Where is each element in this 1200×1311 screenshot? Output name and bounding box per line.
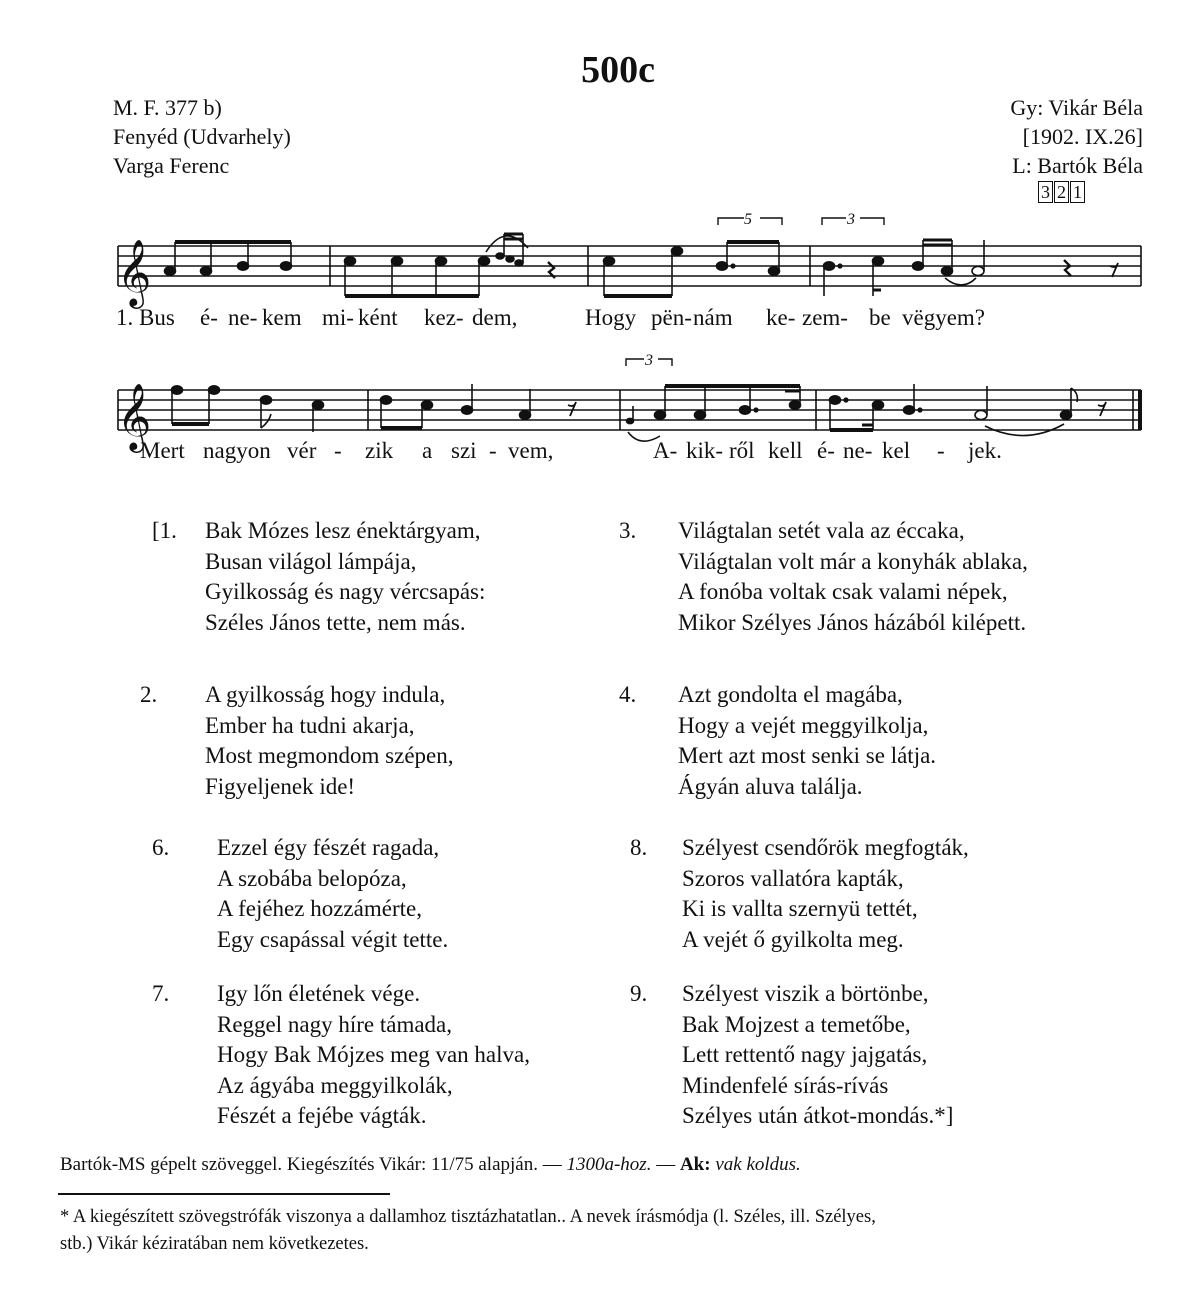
form-box: 1 (1070, 181, 1085, 203)
lyric-syllable: vér (287, 438, 317, 463)
lyric-syllable: mi- (322, 305, 354, 330)
verse-line: Világtalan setét vala az éccaka, (678, 518, 965, 543)
verse-line: Reggel nagy híre támada, (217, 1011, 453, 1037)
lyric-syllable: ne- (843, 438, 873, 463)
lyric-syllable: dem, (472, 305, 518, 330)
verse-line: Szoros vallatóra kapták, (682, 865, 904, 891)
lyric-syllable: ről (729, 438, 755, 463)
verse-number: 2. (140, 682, 158, 707)
lyric-syllable: 1. Bus (116, 305, 175, 330)
lyric-syllable: szi (451, 438, 477, 463)
verse-line: Mert azt most senki se látja. (678, 743, 937, 768)
lyric-syllable: A- (653, 438, 678, 463)
verse-3 (619, 516, 1028, 638)
verse-line: Hogy a vejét meggyilkolja, (678, 712, 929, 738)
lyric-syllable: nagyon (203, 438, 271, 463)
verse-4 (619, 680, 936, 802)
verse-line: Szélyes után átkot-mondás.*] (682, 1103, 954, 1128)
verse-line: Szélyest csendőrök megfogták, (682, 835, 969, 860)
verse-line: Ki is vallta szernyü tettét, (682, 896, 918, 921)
source-singer: Varga Ferenc (113, 153, 230, 178)
lyric-syllable: jek. (968, 438, 1002, 463)
verse-line: Fészét a fejébe vágták. (217, 1103, 427, 1128)
song-number-title: 500c (581, 49, 655, 91)
verse-line: Egy csapással végit tette. (217, 926, 449, 952)
verse-line: Mikor Szélyes János házából kilépett. (678, 609, 1027, 635)
verse-8 (630, 833, 969, 955)
verse-line: Ágyán aluva találja. (678, 773, 863, 799)
lyric-syllable: - (937, 438, 945, 463)
lyrics-line-1 (116, 305, 985, 330)
source-note-sep: — (651, 1154, 680, 1175)
tuplet-3-label: 3 (645, 352, 653, 369)
verse-1 (152, 516, 485, 638)
verse-line: Bak Mojzest a temetőbe, (682, 1011, 911, 1037)
verse-line: Szélyest viszik a börtönbe, (682, 981, 929, 1006)
lyric-syllable: - (334, 438, 342, 463)
lyric-syllable: pën- (651, 305, 692, 330)
footnote-divider (58, 1193, 390, 1195)
footnote-line: * A kiegészített szövegstrófák viszonya a dallamhoz tisztázhatatlan.. A nevek írásmódja (l. Széles, ill. Szélyes, (60, 1207, 876, 1227)
verse-number: 4. (619, 682, 637, 707)
footnote-line: stb.) Vikár kéziratában nem következetes. (60, 1234, 369, 1254)
verse-line: Most megmondom szépen, (205, 743, 454, 768)
treble-clef-icon: 𝄞 (117, 382, 152, 450)
verse-6 (152, 833, 448, 955)
source-place: Fenyéd (Udvarhely) (113, 124, 291, 149)
verse-number: 6. (152, 835, 170, 860)
lyric-syllable: kell (768, 438, 803, 463)
lyric-syllable: a (422, 438, 433, 463)
lyric-syllable: Hogy (585, 305, 637, 330)
verse-line: A fejéhez hozzámérte, (217, 896, 422, 921)
music-score (0, 0, 1200, 480)
verse-line: Világtalan volt már a konyhák ablaka, (678, 548, 1028, 574)
lyric-syllable: zik (365, 438, 394, 463)
verse-number: 3. (619, 518, 637, 543)
source-note (60, 1154, 801, 1176)
verse-line: Ezzel égy fészét ragada, (217, 835, 440, 860)
source-catalog: M. F. 377 b) (113, 95, 222, 120)
verse-line: Lett rettentő nagy jajgatás, (682, 1042, 928, 1067)
lyric-syllable: vëgyem? (902, 305, 986, 330)
form-box: 3 (1038, 181, 1053, 203)
lyric-syllable: kez- (424, 305, 464, 330)
verse-line: A gyilkosság hogy indula, (205, 682, 446, 707)
verse-line: Széles János tette, nem más. (205, 609, 466, 635)
lyric-syllable: Mert (140, 438, 185, 463)
verse-number: 9. (630, 981, 648, 1006)
lyric-syllable: be (869, 305, 891, 330)
verse-7 (152, 979, 530, 1132)
verse-9 (630, 979, 953, 1132)
tuplet-3-label: 3 (847, 211, 855, 228)
notes-line-2 (172, 384, 1107, 441)
source-note-text: Bartók-MS gépelt szöveggel. Kiegészítés Vikár: 11/75 alapján. — (60, 1154, 567, 1175)
verse-line: Az ágyába meggyilkolák, (217, 1072, 453, 1098)
verse-line: Mindenfelé sírás-rívás (682, 1072, 889, 1098)
verse-line: A szobába belopóza, (217, 865, 407, 891)
verse-line: Igy lőn életének vége. (217, 981, 421, 1006)
lyric-syllable: ne- (228, 305, 258, 330)
tuplet-brackets-1 (718, 218, 884, 225)
verse-line: Busan világol lámpája, (205, 548, 417, 574)
verse-line: A fonóba voltak csak valami népek, (678, 579, 1008, 604)
verse-line: Azt gondolta el magába, (678, 682, 903, 707)
lyric-syllable: kem (262, 305, 302, 330)
lyric-syllable: vem, (508, 438, 554, 463)
lyric-syllable: ke- (766, 305, 796, 330)
collection-date: [1902. IX.26] (1022, 124, 1143, 149)
lyric-syllable: kel (882, 438, 911, 463)
tuplet-5-label: 5 (744, 211, 752, 228)
source-note-ref: 1300a-hoz. (566, 1154, 652, 1175)
lyric-syllable: é- (817, 438, 835, 463)
staff-1 (118, 246, 1141, 286)
source-note-performer: vak koldus. (710, 1154, 801, 1175)
collector: Gy: Vikár Béla (1010, 95, 1143, 120)
verse-line: Ember ha tudni akarja, (205, 712, 415, 738)
verse-line: Bak Mózes lesz énektárgyam, (205, 518, 481, 543)
verse-line: A vejét ő gyilkolta meg. (682, 926, 904, 952)
verse-number: [1. (152, 518, 177, 543)
verse-line: Gyilkosság és nagy vércsapás: (205, 579, 486, 604)
verse-line: Hogy Bak Mójzes meg van halva, (217, 1042, 530, 1067)
treble-clef-icon: 𝄞 (117, 238, 152, 306)
lyric-syllable: ként (358, 305, 398, 330)
verse-2 (140, 680, 454, 802)
transcriber: L: Bartók Béla (1012, 153, 1143, 178)
lyric-syllable: é- (200, 305, 218, 330)
verse-line: Figyeljenek ide! (205, 773, 356, 799)
verse-number: 7. (152, 981, 170, 1006)
footnote (60, 1204, 876, 1258)
lyric-syllable: kik- (686, 438, 724, 463)
form-box: 2 (1054, 181, 1069, 203)
lyrics-line-2 (140, 438, 1002, 463)
source-note-label: Ak: (679, 1154, 711, 1175)
lyric-syllable: zem- (802, 305, 848, 330)
lyric-syllable: nám (693, 305, 733, 330)
verse-number: 8. (630, 835, 648, 860)
lyric-syllable: - (489, 438, 497, 463)
